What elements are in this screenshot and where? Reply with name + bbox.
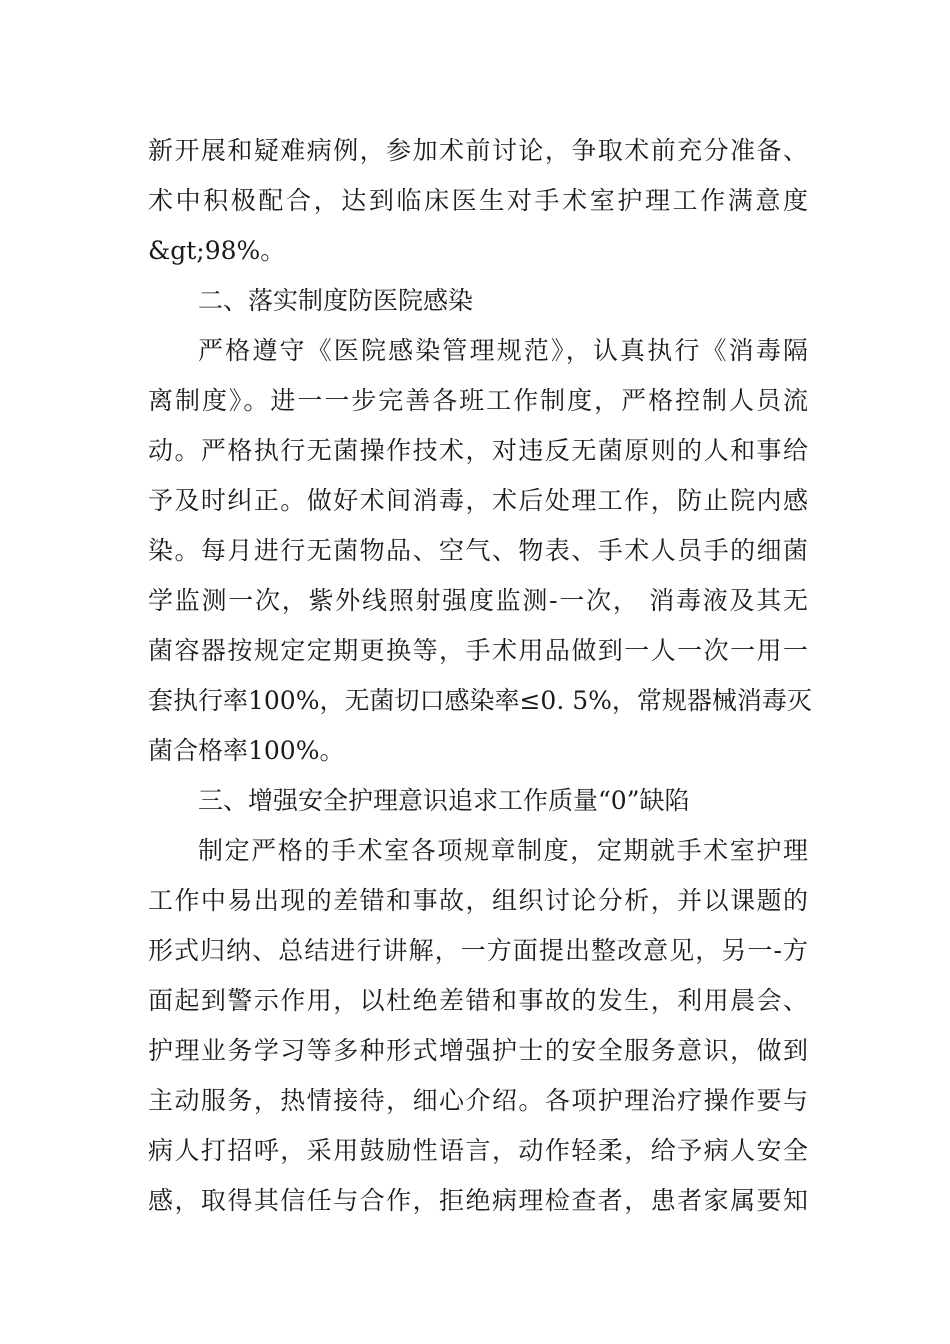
text-line: &gt;98%。 <box>148 236 286 265</box>
section-heading: 三、增强安全护理意识追求工作质量“0”缺陷 <box>198 786 690 815</box>
text-line: 予及时纠正。做好术间消毒，术后处理工作，防止院内感 <box>148 486 808 515</box>
text-line: 形式归纳、总结进行讲解，一方面提出整改意见，另一-方 <box>148 936 808 965</box>
text-line: 主动服务，热情接待，细心介绍。各项护理治疗操作要与 <box>148 1086 808 1115</box>
text-line: 护理业务学习等多种形式增强护士的安全服务意识，做到 <box>148 1036 808 1065</box>
text-line: 染。每月进行无菌物品、空气、物表、手术人员手的细菌 <box>148 536 808 565</box>
text-line: 感，取得其信任与合作，拒绝病理检查者，患者家属要知 <box>148 1186 808 1215</box>
text-line: 术中积极配合，达到临床医生对手术室护理工作满意度 <box>148 186 808 215</box>
text-line: 严格遵守《医院感染管理规范》，认真执行《消毒隔 <box>198 336 808 365</box>
text-line: 病人打招呼，采用鼓励性语言，动作轻柔，给予病人安全 <box>148 1136 808 1165</box>
text-line: 菌容器按规定定期更换等，手术用品做到一人一次一用一 <box>148 636 808 665</box>
text-line: 菌合格率100%。 <box>148 736 345 765</box>
text-line: 新开展和疑难病例，参加术前讨论，争取术前充分准备、 <box>148 136 808 165</box>
text-line: 学监测一次，紫外线照射强度监测-一次， 消毒液及其无 <box>148 586 808 615</box>
text-line: 离制度》。进一一步完善各班工作制度，严格控制人员流 <box>148 386 808 415</box>
text-line: 制定严格的手术室各项规章制度，定期就手术室护理 <box>198 836 808 865</box>
text-line: 面起到警示作用，以杜绝差错和事故的发生，利用晨会、 <box>148 986 808 1015</box>
section-heading: 二、落实制度防医院感染 <box>198 286 474 315</box>
text-line: 套执行率100%，无菌切口感染率≤0. 5%，常规器械消毒灭 <box>148 686 812 715</box>
text-line: 动。严格执行无菌操作技术，对违反无菌原则的人和事给 <box>148 436 808 465</box>
text-line: 工作中易出现的差错和事故，组织讨论分析，并以课题的 <box>148 886 808 915</box>
